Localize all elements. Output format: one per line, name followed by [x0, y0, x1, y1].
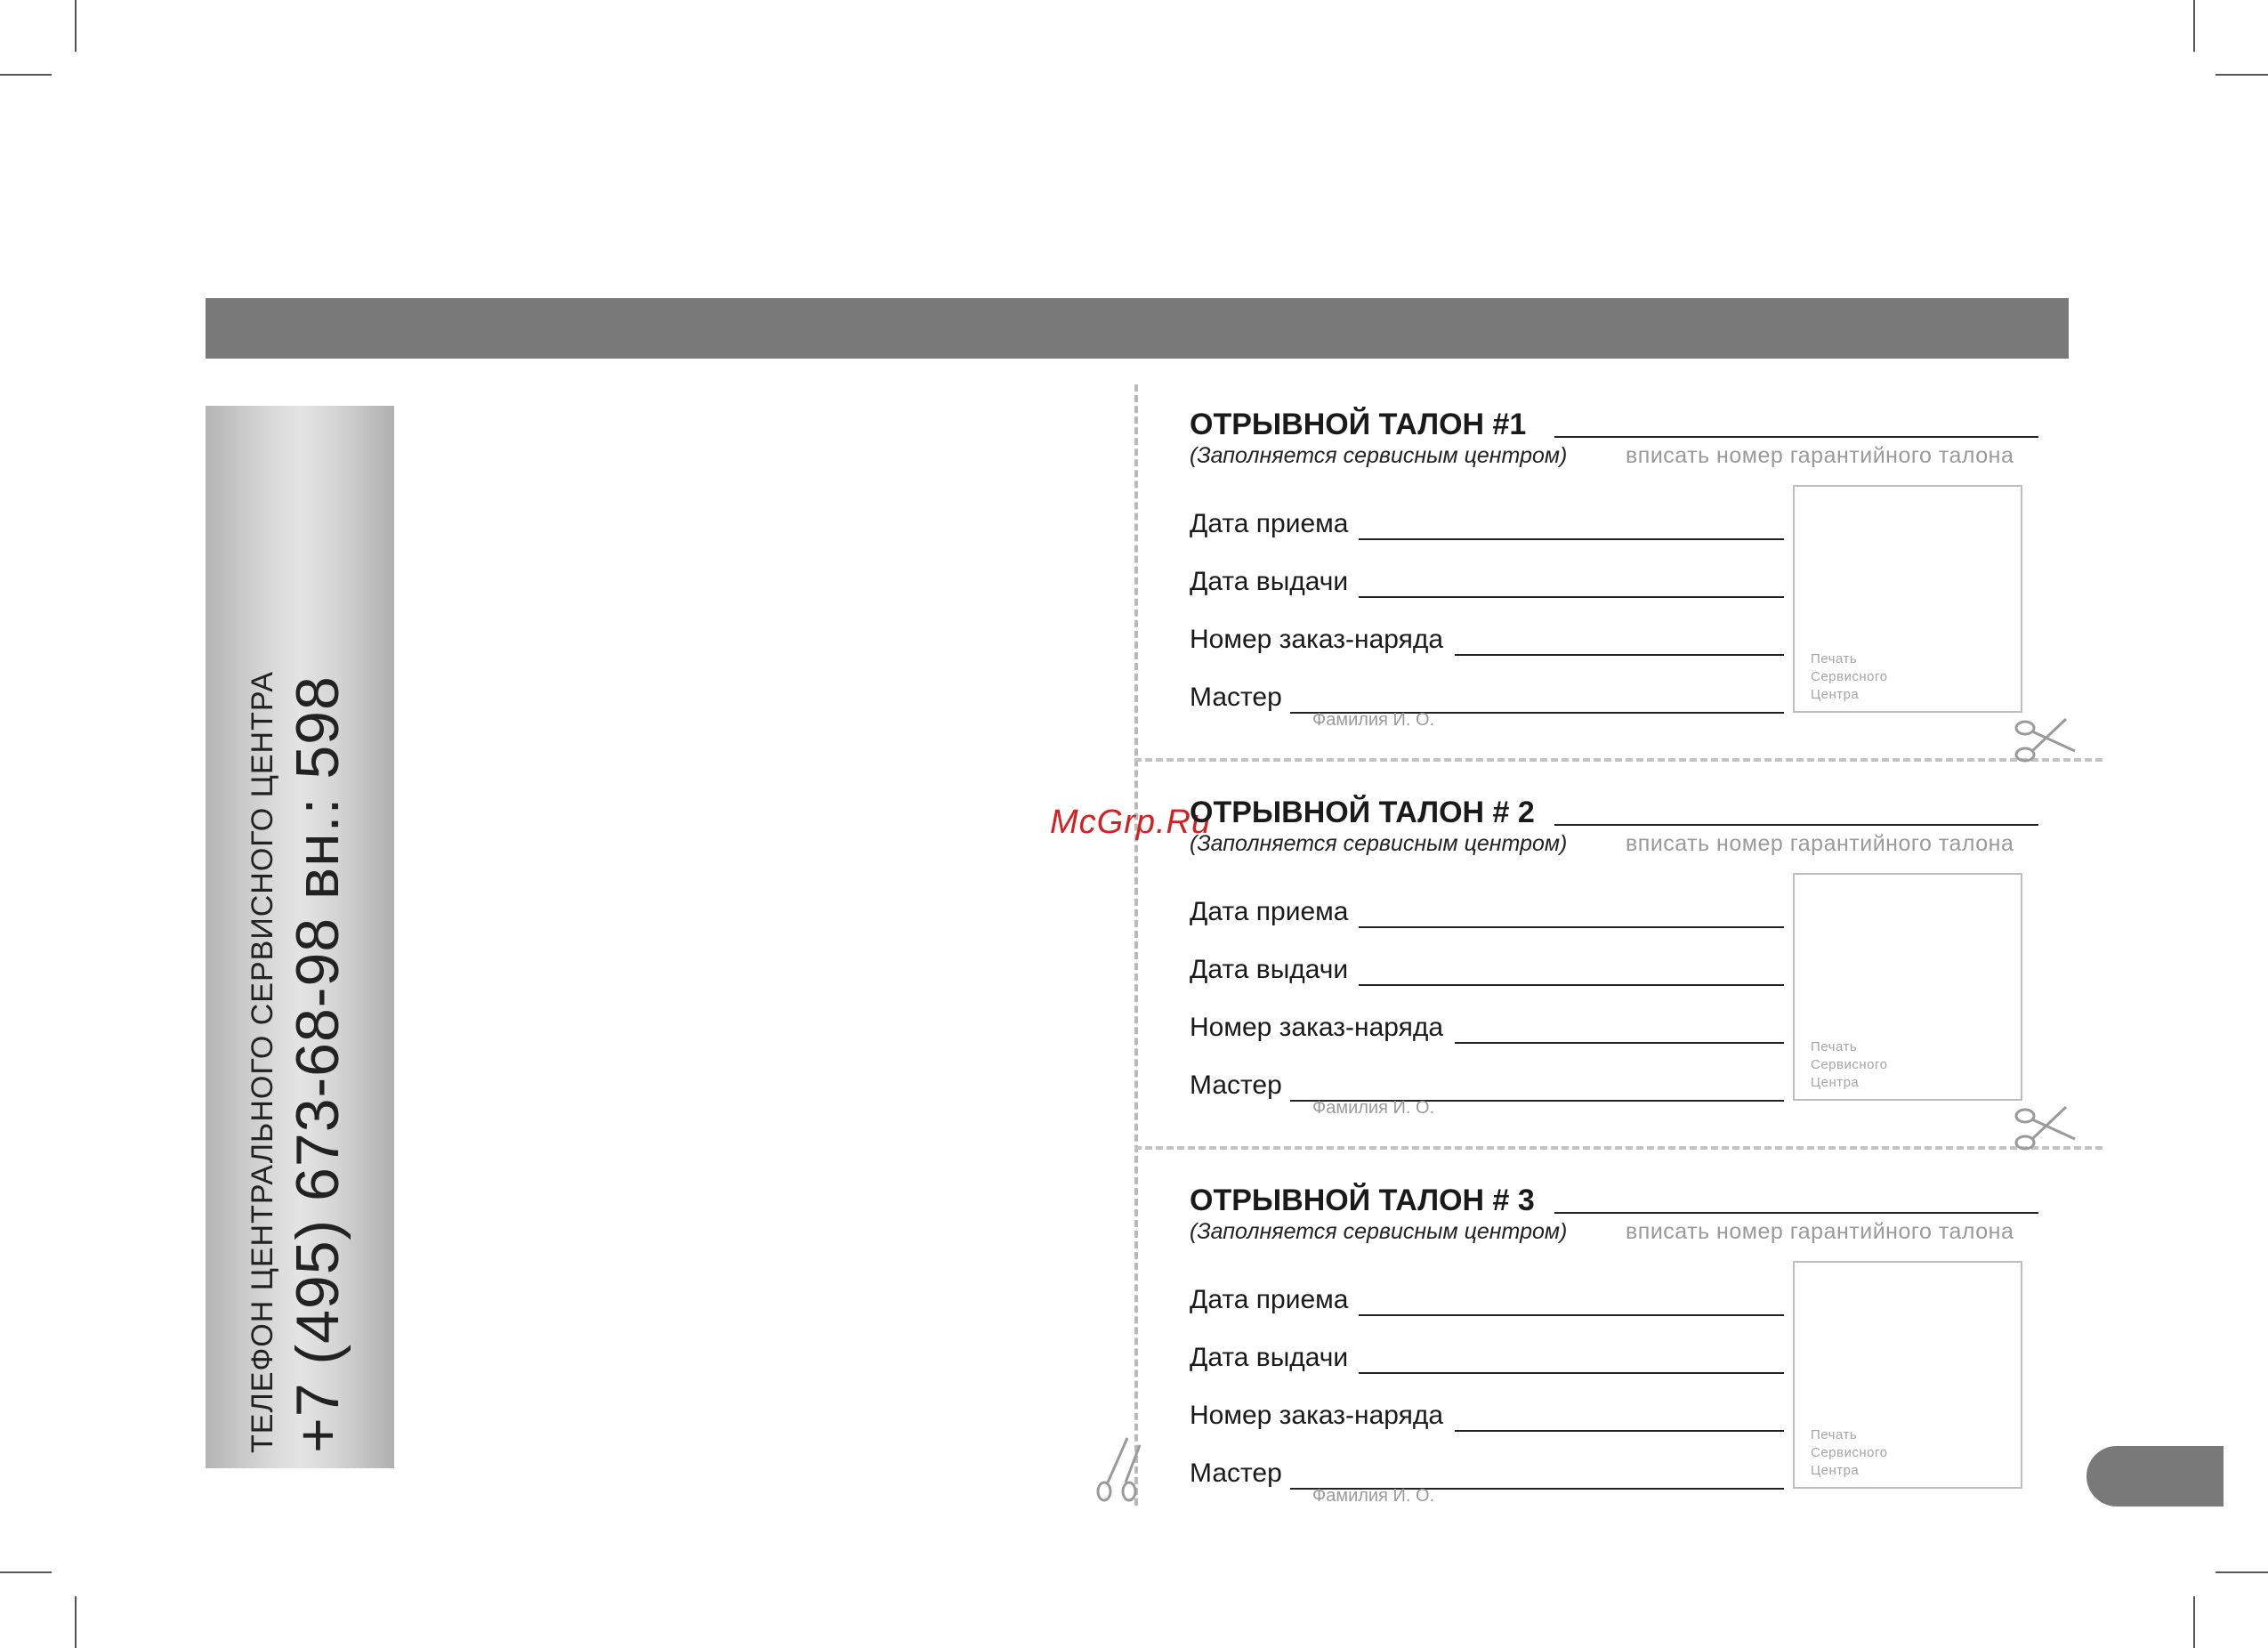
crop-mark — [0, 1571, 52, 1573]
coupon-title: ОТРЫВНОЙ ТАЛОН # 2 — [1190, 796, 1535, 829]
field-line[interactable] — [1455, 1042, 1784, 1044]
scissors-icon — [1090, 1433, 1143, 1504]
field-label: Мастер — [1190, 1070, 1282, 1100]
stamp-text: Печать Сервисного Центра — [1811, 1427, 1888, 1478]
field-label: Дата выдачи — [1190, 955, 1349, 984]
stamp-box — [1793, 1261, 2022, 1489]
page-tab — [2086, 1446, 2224, 1507]
stamp-box — [1793, 873, 2022, 1101]
field-label: Номер заказ-наряда — [1190, 625, 1444, 654]
master-hint: Фамилия И. О. — [1312, 1098, 1435, 1118]
coupon-number-line[interactable] — [1554, 1212, 2038, 1214]
field-label: Дата приема — [1190, 897, 1349, 926]
crop-mark — [75, 0, 77, 52]
field-label: Дата выдачи — [1190, 1343, 1349, 1372]
master-hint: Фамилия И. О. — [1312, 1486, 1435, 1506]
header-bar — [206, 298, 2069, 359]
field-line[interactable] — [1455, 654, 1784, 656]
crop-mark — [2216, 74, 2268, 76]
coupon-number-hint: вписать номер гарантийного талона — [1626, 1219, 2014, 1244]
master-hint: Фамилия И. О. — [1312, 710, 1435, 730]
crop-mark — [2216, 1571, 2268, 1573]
coupon-subtitle: (Заполняется сервисным центром) — [1190, 831, 1568, 856]
field-label: Мастер — [1190, 683, 1282, 712]
watermark: McGrp.Ru — [1050, 804, 1212, 841]
coupon-title: ОТРЫВНОЙ ТАЛОН #1 — [1190, 408, 1527, 441]
field-label: Мастер — [1190, 1458, 1282, 1488]
phone-label: ТЕЛЕФОН ЦЕНТРАЛЬНОГО СЕРВИСНОГО ЦЕНТРА — [246, 671, 279, 1453]
field-label: Дата выдачи — [1190, 567, 1349, 596]
coupon-number-line[interactable] — [1554, 436, 2038, 438]
coupon-title: ОТРЫВНОЙ ТАЛОН # 3 — [1190, 1183, 1535, 1217]
service-phone-panel — [206, 406, 394, 1468]
phone-number: +7 (495) 673-68-98 вн.: 598 — [284, 675, 351, 1453]
stamp-text: Печать Сервисного Центра — [1811, 651, 1888, 702]
coupon-number-line[interactable] — [1554, 824, 2038, 826]
field-line[interactable] — [1359, 984, 1784, 986]
field-label: Номер заказ-наряда — [1190, 1401, 1444, 1430]
field-label: Дата приема — [1190, 509, 1349, 538]
field-line[interactable] — [1359, 1314, 1784, 1316]
field-line[interactable] — [1359, 926, 1784, 928]
coupon-number-hint: вписать номер гарантийного талона — [1626, 831, 2014, 856]
crop-mark — [2193, 0, 2195, 52]
field-line[interactable] — [1455, 1430, 1784, 1432]
field-line[interactable] — [1359, 1372, 1784, 1374]
stamp-box — [1793, 485, 2022, 713]
field-line[interactable] — [1359, 596, 1784, 598]
crop-mark — [75, 1596, 77, 1648]
coupon-subtitle: (Заполняется сервисным центром) — [1190, 1219, 1568, 1244]
crop-mark — [2193, 1596, 2195, 1648]
phone-text-group — [245, 421, 355, 1453]
crop-mark — [0, 74, 52, 76]
tear-off-coupon-1 — [1190, 408, 2079, 781]
tear-off-coupon-2 — [1190, 796, 2079, 1169]
field-line[interactable] — [1359, 538, 1784, 540]
coupon-number-hint: вписать номер гарантийного талона — [1626, 443, 2014, 468]
coupon-subtitle: (Заполняется сервисным центром) — [1190, 443, 1568, 468]
cut-line-vertical — [1134, 384, 1138, 1506]
tear-off-coupon-3 — [1190, 1183, 2079, 1557]
field-label: Номер заказ-наряда — [1190, 1013, 1444, 1042]
stamp-text: Печать Сервисного Центра — [1811, 1039, 1888, 1090]
field-label: Дата приема — [1190, 1285, 1349, 1314]
